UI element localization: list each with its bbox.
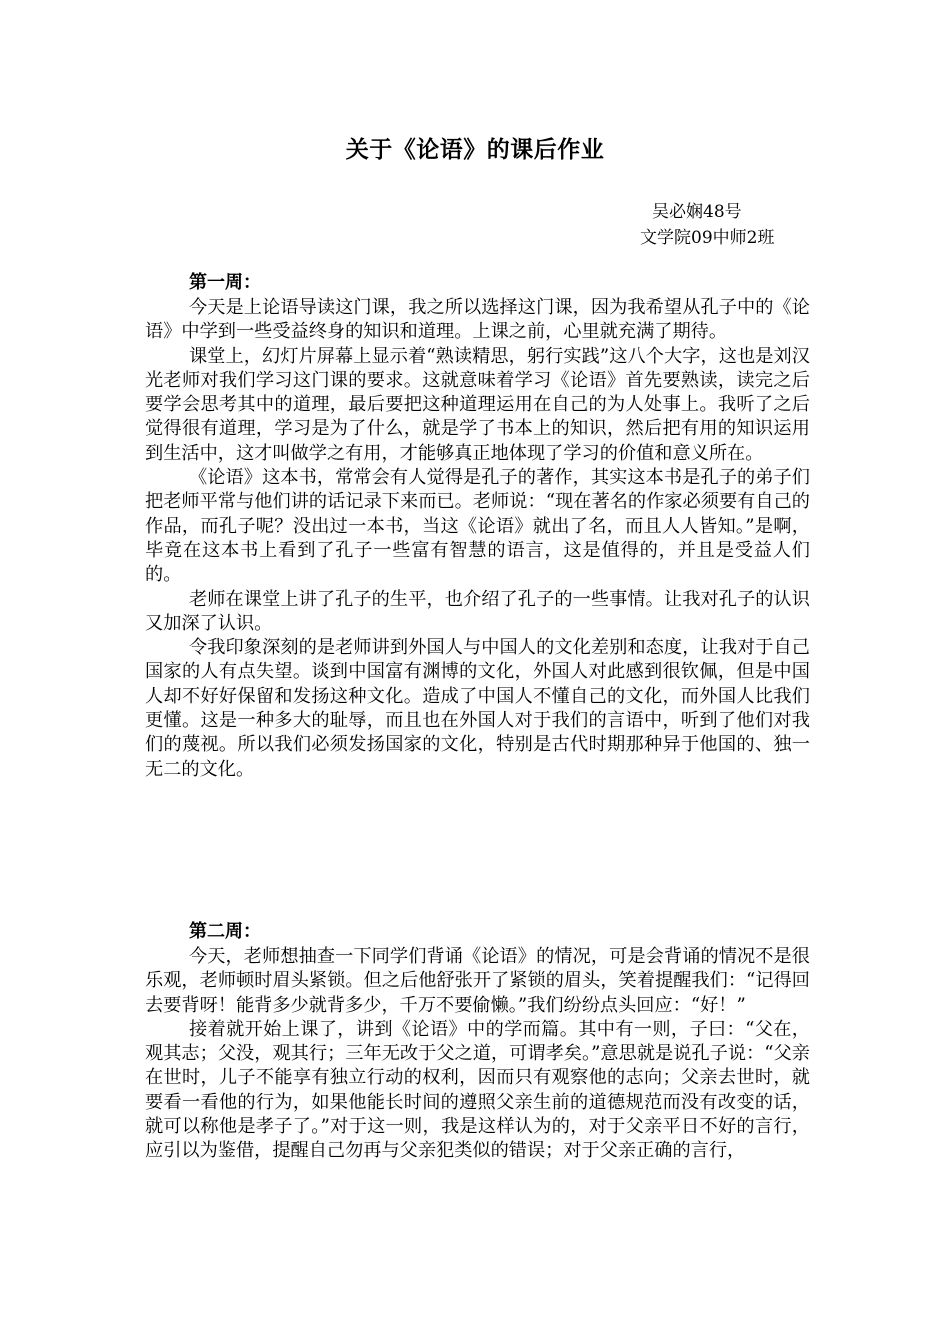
paragraph: 接着就开始上课了，讲到《论语》中的学而篇。其中有一则，子曰：“父在，观其志；父没，观其行；三年无改于父之道，可谓孝矣。”意思就是说孔子说：“父亲在世时，儿子不能享有独立行动的权利，因而只有观察他的志向；父亲去世时，就要看一看他的行为，如果他能长时间的遵照父亲生前的道德规范而没有改变的话，就可以称他是孝子了。”对于这一则，我是这样认为的，对于父亲平日不好的言行，应引以为鉴借，提醒自己勿再与父亲犯类似的错误；对于父亲正确的言行， <box>145 1018 810 1162</box>
section-week-2 <box>145 919 810 1164</box>
paragraph: 老师在课堂上讲了孔子的生平，也介绍了孔子的一些事情。让我对孔子的认识又加深了认识。 <box>145 588 810 634</box>
author-class: 文学院09中师2班 <box>640 228 775 248</box>
section-heading: 第二周： <box>189 921 261 942</box>
author-block <box>640 199 840 251</box>
document-title: 关于《论语》的课后作业 <box>345 136 605 163</box>
paragraph: 课堂上，幻灯片屏幕上显示着“熟读精思，躬行实践”这八个大字，这也是刘汉光老师对我们学习这门课的要求。这就意味着学习《论语》首先要熟读，读完之后要学会思考其中的道理，最后要把这种道理运用在自己的为人处事上。我听了之后觉得很有道理，学习是为了什么，就是学了书本上的知识，然后把有用的知识运用到生活中，这才叫做学之有用，才能够真正地体现了学习的价值和意义所在。 <box>145 345 810 464</box>
section-week-1 <box>145 270 810 782</box>
author-name: 吴必娴48号 <box>652 202 742 222</box>
paragraph: 今天是上论语导读这门课，我之所以选择这门课，因为我希望从孔子中的《论语》中学到一些受益终身的知识和道理。上课之前，心里就充满了期待。 <box>145 297 810 343</box>
paragraph: 今天，老师想抽查一下同学们背诵《论语》的情况，可是会背诵的情况不是很乐观，老师顿时眉头紧锁。但之后他舒张开了紧锁的眉头，笑着提醒我们：“记得回去要背呀！能背多少就背多少，千万不要偷懒。”我们纷纷点头回应：“好！” <box>145 946 810 1016</box>
paragraph: 《论语》这本书，常常会有人觉得是孔子的著作，其实这本书是孔子的弟子们把老师平常与他们讲的话记录下来而已。老师说：“现在著名的作家必须要有自己的作品，而孔子呢？没出过一本书，当这《论语》就出了名，而且人人皆知。”是啊，毕竟在这本书上看到了孔子一些富有智慧的语言，这是值得的，并且是受益人们的。 <box>145 467 810 586</box>
section-heading: 第一周： <box>189 272 261 293</box>
paragraph: 令我印象深刻的是老师讲到外国人与中国人的文化差别和态度，让我对于自己国家的人有点失望。谈到中国富有渊博的文化，外国人对此感到很钦佩，但是中国人却不好好保留和发扬这种文化。造成了中国人不懂自己的文化，而外国人比我们更懂。这是一种多大的耻辱，而且也在外国人对于我们的言语中，听到了他们对我们的蔑视。所以我们必须发扬国家的文化，特别是古代时期那种异于他国的、独一无二的文化。 <box>145 637 810 780</box>
